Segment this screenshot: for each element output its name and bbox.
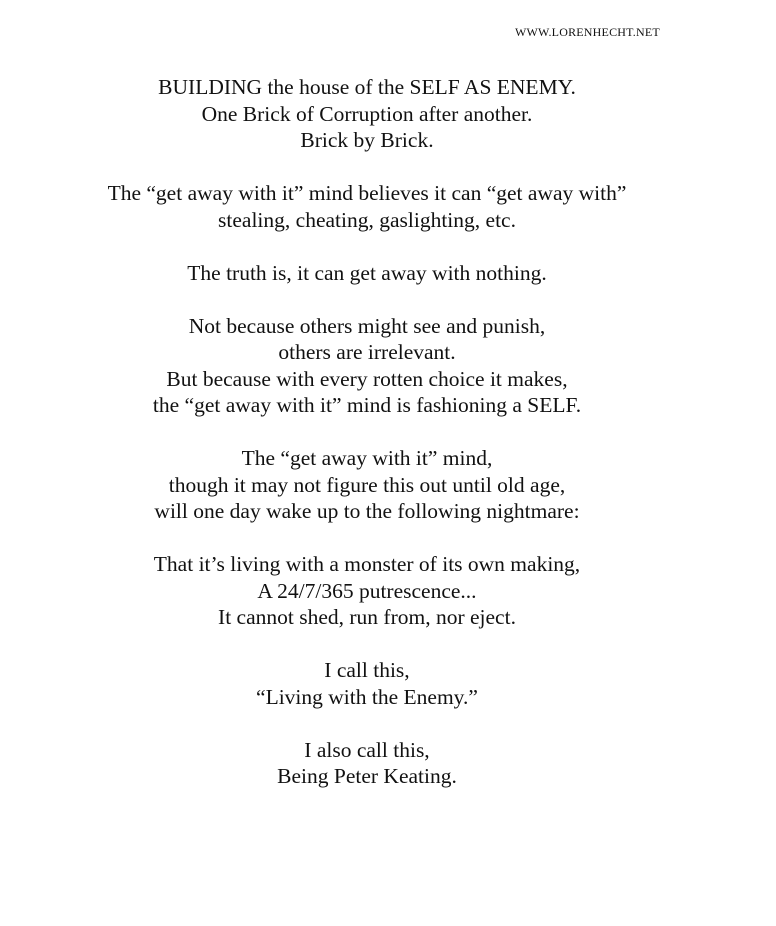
- stanza-7: [0, 657, 734, 710]
- poem-line: That it’s living with a monster of its own making,: [153, 552, 581, 576]
- poem-line: One Brick of Corruption after another.: [201, 101, 533, 126]
- stanza-2: [0, 180, 734, 233]
- poem-line: The “get away with it” mind believes it can “get away with”: [107, 181, 627, 205]
- poem-line: Brick by Brick.: [300, 128, 434, 152]
- stanza-5: [0, 445, 734, 525]
- poem-line: But because with every rotten choice it makes,: [166, 366, 568, 391]
- poem-line: BUILDING the house of the SELF AS ENEMY.: [158, 75, 576, 99]
- site-url: WWW.LORENHECHT.NET: [515, 25, 660, 39]
- poem-line: the “get away with it” mind is fashioning a SELF.: [152, 393, 582, 417]
- poem-line: It cannot shed, run from, nor eject.: [218, 605, 516, 629]
- poem-line: I also call this,: [304, 737, 430, 762]
- stanza-4: [0, 313, 734, 419]
- stanza-3: [0, 260, 734, 287]
- poem-line: Being Peter Keating.: [277, 764, 457, 788]
- poem: [0, 74, 734, 816]
- poem-line: others are irrelevant.: [278, 340, 456, 364]
- poem-line: The truth is, it can get away with nothing.: [187, 260, 547, 285]
- poem-line: though it may not figure this out until old age,: [168, 472, 566, 497]
- stanza-6: [0, 551, 734, 631]
- poem-line: “Living with the Enemy.”: [256, 684, 478, 709]
- poem-line: A 24/7/365 putrescence...: [257, 578, 477, 603]
- poem-line: will one day wake up to the following nightmare:: [154, 499, 580, 523]
- stanza-1: [0, 74, 734, 154]
- poem-line: I call this,: [324, 658, 410, 682]
- stanza-8: [0, 737, 734, 790]
- poem-line: The “get away with it” mind,: [241, 446, 493, 470]
- poem-line: Not because others might see and punish,: [188, 313, 546, 338]
- poem-line: stealing, cheating, gaslighting, etc.: [218, 207, 516, 232]
